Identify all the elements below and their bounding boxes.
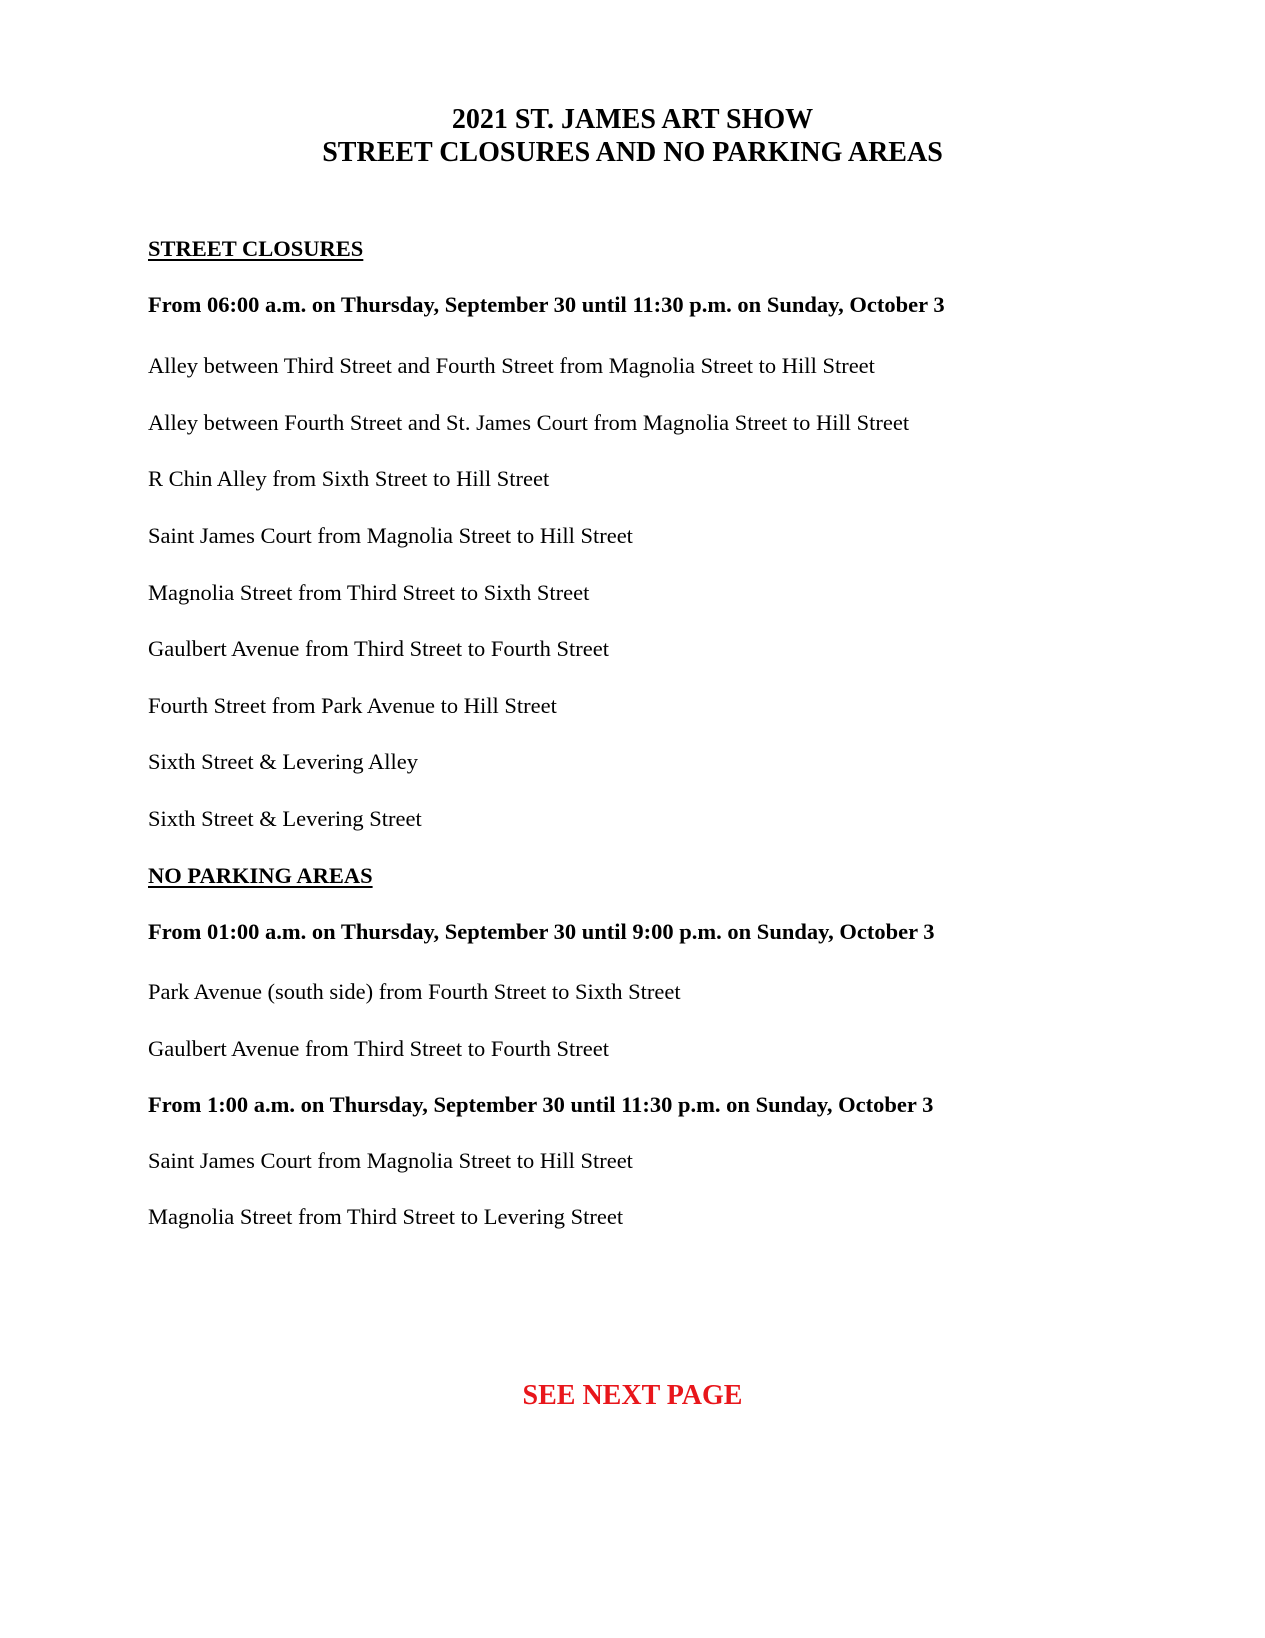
street-closures-period: From 06:00 a.m. on Thursday, September 30 until 11:30 p.m. on Sunday, October 3 [148, 292, 945, 317]
street-closure-item: Sixth Street & Levering Alley [148, 749, 418, 774]
street-closure-item: Sixth Street & Levering Street [148, 806, 422, 831]
no-parking-period-2: From 1:00 a.m. on Thursday, September 30 until 11:30 p.m. on Sunday, October 3 [148, 1092, 934, 1117]
street-closure-item: Gaulbert Avenue from Third Street to Fourth Street [148, 636, 609, 661]
no-parking-item: Park Avenue (south side) from Fourth Street to Sixth Street [148, 979, 681, 1004]
document-title-line-1: 2021 ST. JAMES ART SHOW [451, 104, 814, 135]
no-parking-item: Gaulbert Avenue from Third Street to Fourth Street [148, 1036, 609, 1061]
see-next-page-notice: SEE NEXT PAGE [522, 1380, 743, 1411]
street-closure-item: Saint James Court from Magnolia Street to Hill Street [148, 523, 633, 548]
no-parking-item: Magnolia Street from Third Street to Levering Street [148, 1204, 624, 1229]
street-closure-item: Magnolia Street from Third Street to Sixth Street [148, 580, 590, 605]
no-parking-item: Saint James Court from Magnolia Street to Hill Street [148, 1148, 633, 1173]
street-closure-item: Fourth Street from Park Avenue to Hill Street [148, 693, 557, 718]
no-parking-period-1: From 01:00 a.m. on Thursday, September 30 until 9:00 p.m. on Sunday, October 3 [148, 919, 935, 944]
document-title-line-2: STREET CLOSURES AND NO PARKING AREAS [322, 137, 943, 168]
street-closure-item: R Chin Alley from Sixth Street to Hill Street [148, 466, 550, 491]
no-parking-heading: NO PARKING AREAS [148, 863, 373, 888]
street-closures-heading: STREET CLOSURES [148, 236, 364, 261]
street-closure-item: Alley between Third Street and Fourth Street from Magnolia Street to Hill Street [148, 353, 875, 378]
street-closure-item: Alley between Fourth Street and St. James Court from Magnolia Street to Hill Street [148, 410, 910, 435]
